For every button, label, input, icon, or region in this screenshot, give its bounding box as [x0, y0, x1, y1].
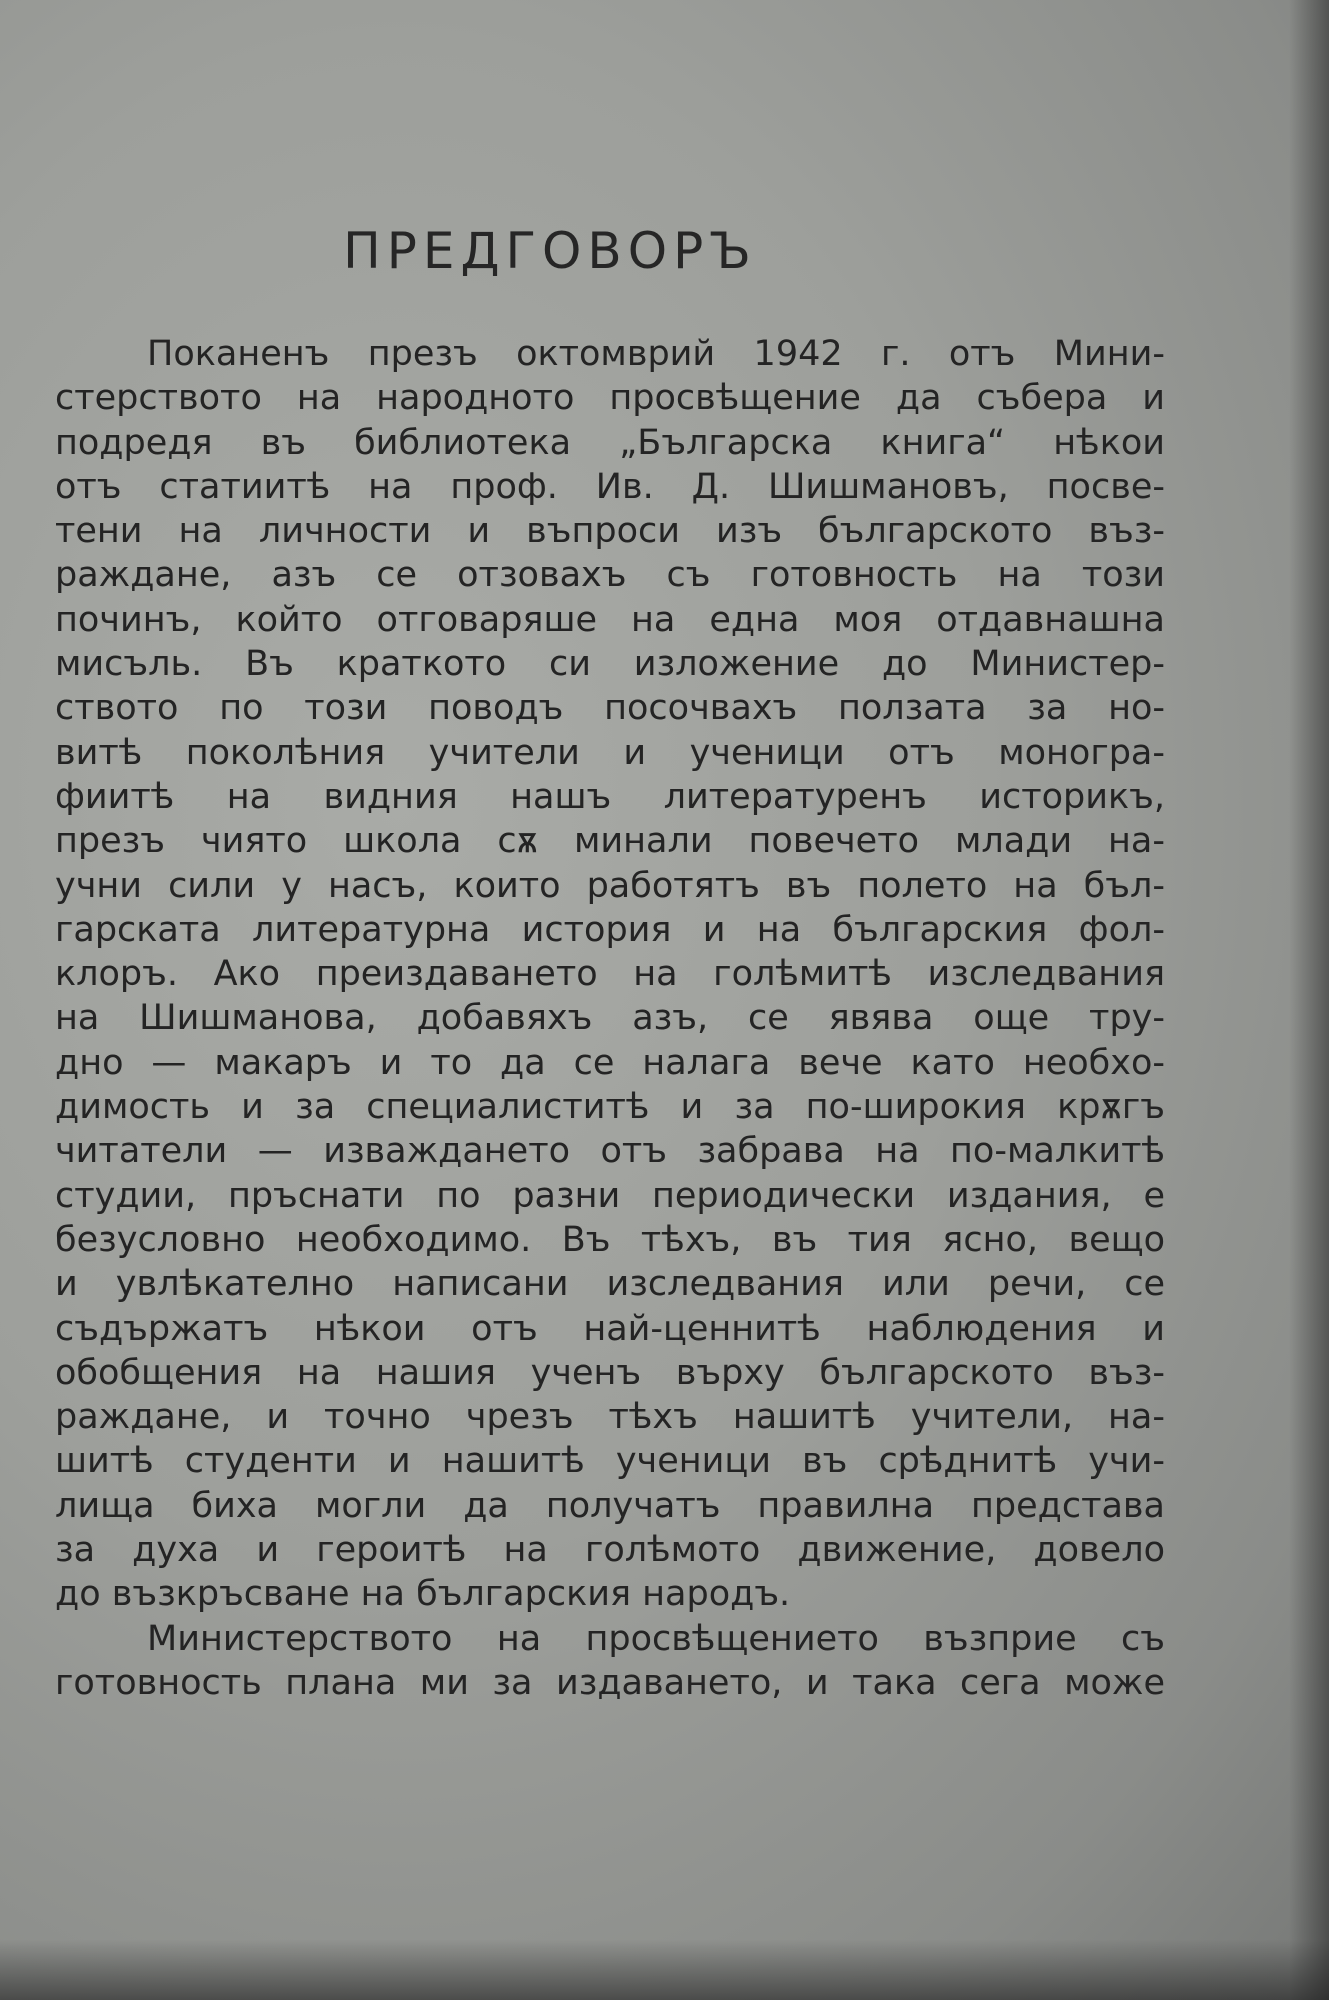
text-line: гарската литературна история и на българския фол-: [55, 909, 1165, 950]
text-line: на Шишманова, добавяхъ азъ, се явява още тру-: [55, 998, 1165, 1039]
text-line: стерството на народното просвѣщение да събера и: [55, 378, 1165, 419]
text-line: тени на личности и въпроси изъ българското въз-: [55, 511, 1165, 552]
text-line: витѣ поколѣния учители и ученици отъ моногра-: [55, 732, 1165, 773]
page-shadow-bottom: [0, 1940, 1329, 2000]
text-line: Поканенъ презъ октомврий 1942 г. отъ Мини-: [147, 334, 1165, 374]
body-text: [55, 332, 1165, 1705]
text-line: обобщения на нашия ученъ върху българското въз-: [55, 1352, 1165, 1393]
text-line: ството по този поводъ посочвахъ ползата за но-: [55, 688, 1165, 729]
page-shadow-right: [1289, 0, 1329, 2000]
text-line: за духа и героитѣ на голѣмото движение, довело: [55, 1530, 1165, 1571]
page-title: ПРЕДГОВОРЪ: [343, 222, 757, 280]
text-line: клоръ. Ако преиздаването на голѣмитѣ изследвания: [55, 954, 1165, 995]
text-line: подредя въ библиотека „Българска книга“ нѣкои: [55, 422, 1165, 463]
text-line: мисъль. Въ краткото си изложение до Министер-: [55, 644, 1165, 685]
text-line: раждане, азъ се отзовахъ съ готовность на този: [55, 555, 1165, 596]
text-line: читатели — изваждането отъ забрава на по-малкитѣ: [55, 1131, 1165, 1172]
text-line: починъ, който отговаряше на една моя отдавнашна: [55, 599, 1165, 640]
text-line: отъ статиитѣ на проф. Ив. Д. Шишмановъ, посве-: [55, 466, 1165, 507]
text-line: шитѣ студенти и нашитѣ ученици въ срѣднитѣ учи-: [55, 1441, 1165, 1482]
text-line: до възкръсване на българския народъ.: [55, 1574, 791, 1615]
text-line: и увлѣкателно написани изследвания или речи, се: [55, 1264, 1165, 1305]
text-line: Министерството на просвѣщението възприе съ: [147, 1618, 1165, 1659]
text-line: студии, пръснати по разни периодически издания, е: [55, 1175, 1165, 1216]
text-line: дно — макаръ и то да се налага вече като необхо-: [55, 1042, 1165, 1083]
text-line: готовность плана ми за издаването, и така сега може: [55, 1662, 1165, 1703]
text-line: лища биха могли да получатъ правилна представа: [55, 1485, 1165, 1526]
text-line: раждане, и точно чрезъ тѣхъ нашитѣ учители, на-: [55, 1397, 1165, 1438]
text-line: безусловно необходимо. Въ тѣхъ, въ тия ясно, вещо: [55, 1219, 1165, 1260]
text-line: учни сили у насъ, които работятъ въ полето на бъл-: [55, 865, 1165, 906]
text-line: презъ чиято школа сѫ минали повечето млади на-: [55, 821, 1165, 862]
text-line: димость и за специалиститѣ и за по-широкия крѫгъ: [55, 1087, 1165, 1128]
text-line: съдържатъ нѣкои отъ най-ценнитѣ наблюдения и: [55, 1308, 1165, 1349]
text-line: фиитѣ на видния нашъ литературенъ историкъ,: [55, 776, 1165, 817]
